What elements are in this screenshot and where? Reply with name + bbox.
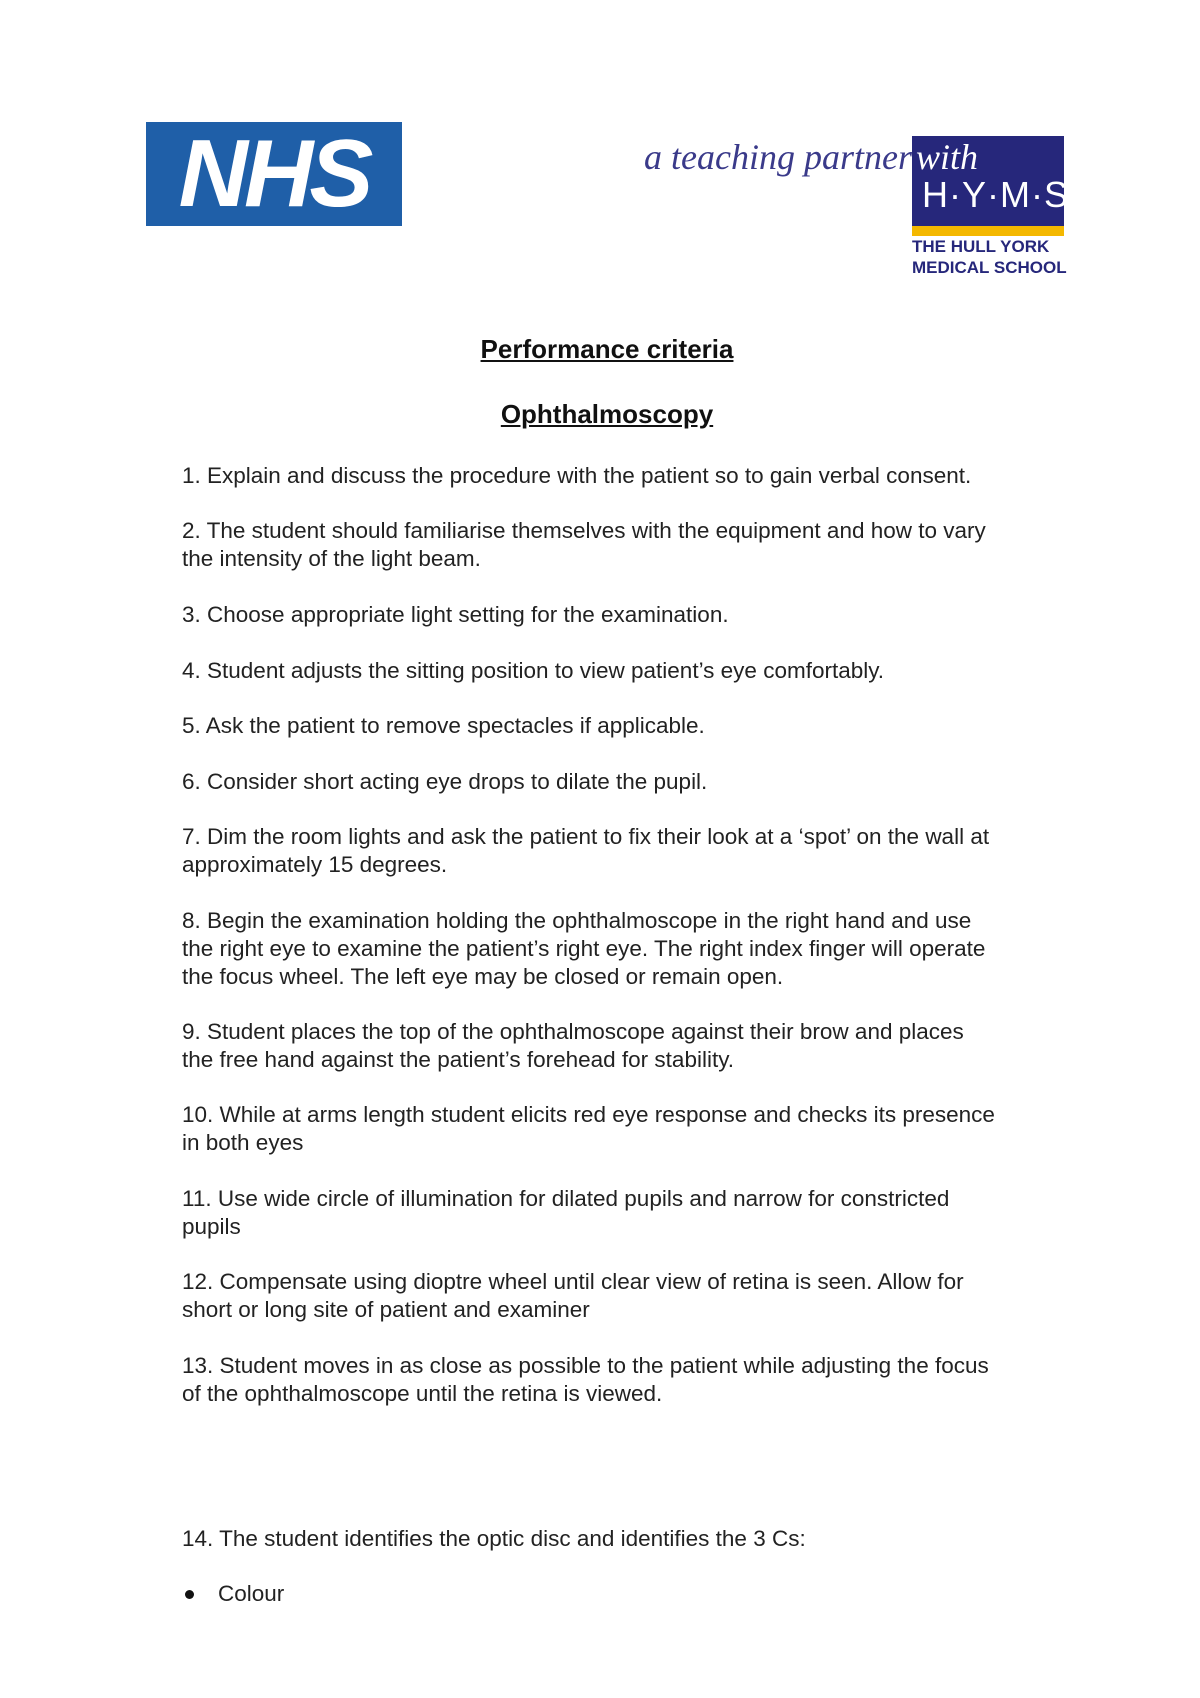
hyms-acronym: H·Y·M·S	[922, 174, 1069, 215]
criteria-item-6	[182, 768, 1062, 796]
criteria-line: approximately 15 degrees.	[182, 852, 448, 877]
criteria-line: 12. Compensate using dioptre wheel until clear view of retina is seen. Allow for	[182, 1269, 964, 1294]
criteria-line: short or long site of patient and examiner	[182, 1297, 590, 1322]
criteria-item-3	[182, 601, 1062, 629]
criteria-line: 7. Dim the room lights and ask the patient to fix their look at a ‘spot’ on the wall at	[182, 824, 990, 849]
criteria-line: 5. Ask the patient to remove spectacles if applicable.	[182, 713, 705, 738]
criteria-line: 9. Student places the top of the ophthalmoscope against their brow and places	[182, 1019, 964, 1044]
hyms-name-line1: THE HULL YORK	[912, 237, 1050, 256]
nhs-logo-text: NHS	[178, 120, 370, 227]
hyms-school-name	[912, 236, 1067, 278]
criteria-line: 13. Student moves in as close as possible to the patient while adjusting the focus	[182, 1353, 989, 1378]
criteria-line: 6. Consider short acting eye drops to dilate the pupil.	[182, 769, 708, 794]
criteria-line: the intensity of the light beam.	[182, 546, 481, 571]
criteria-line: the free hand against the patient’s forehead for stability.	[182, 1047, 735, 1072]
bullet-item: Colour	[218, 1581, 285, 1606]
criteria-item-1	[182, 462, 1062, 490]
hyms-logo	[912, 136, 1069, 236]
document-title: Performance criteria	[480, 334, 734, 364]
criteria-line: 3. Choose appropriate light setting for the examination.	[182, 602, 729, 627]
criteria-line: 14. The student identifies the optic disc and identifies the 3 Cs:	[182, 1526, 806, 1551]
bullet-icon	[185, 1590, 194, 1599]
criteria-item-13	[182, 1352, 1062, 1408]
criteria-line: in both eyes	[182, 1130, 304, 1155]
criteria-item-12	[182, 1268, 1062, 1324]
nhs-logo	[146, 122, 402, 226]
criteria-line: 11. Use wide circle of illumination for dilated pupils and narrow for constricted	[182, 1186, 950, 1211]
criteria-item-14	[182, 1525, 1062, 1553]
hyms-gold-bar	[912, 226, 1064, 236]
criteria-line: the right eye to examine the patient’s right eye. The right index finger will operate	[182, 936, 986, 961]
criteria-line: of the ophthalmoscope until the retina is viewed.	[182, 1381, 663, 1406]
criteria-line: 10. While at arms length student elicits red eye response and checks its presence	[182, 1102, 995, 1127]
criteria-line: 4. Student adjusts the sitting position to view patient’s eye comfortably.	[182, 658, 885, 683]
criteria-item-10	[182, 1101, 1062, 1157]
criteria-item-4	[182, 657, 1062, 685]
criteria-item-11	[182, 1185, 1062, 1241]
criteria-item-7	[182, 823, 1062, 879]
criteria-item-9	[182, 1018, 1062, 1074]
criteria-line: pupils	[182, 1214, 241, 1239]
criteria-line: the focus wheel. The left eye may be closed or remain open.	[182, 964, 784, 989]
teaching-partner-text: a teaching partner	[644, 137, 912, 177]
criteria-item-2	[182, 517, 1062, 573]
criteria-item-8	[182, 907, 1062, 991]
hyms-with-text: with	[916, 137, 979, 177]
criteria-line: 2. The student should familiarise themselves with the equipment and how to vary	[182, 518, 986, 543]
criteria-line: 8. Begin the examination holding the ophthalmoscope in the right hand and use	[182, 908, 972, 933]
criteria-line: 1. Explain and discuss the procedure with the patient so to gain verbal consent.	[182, 463, 972, 488]
criteria-item-5	[182, 712, 1062, 740]
document-subtitle: Ophthalmoscopy	[500, 399, 714, 429]
hyms-name-line2: MEDICAL SCHOOL	[912, 258, 1067, 277]
